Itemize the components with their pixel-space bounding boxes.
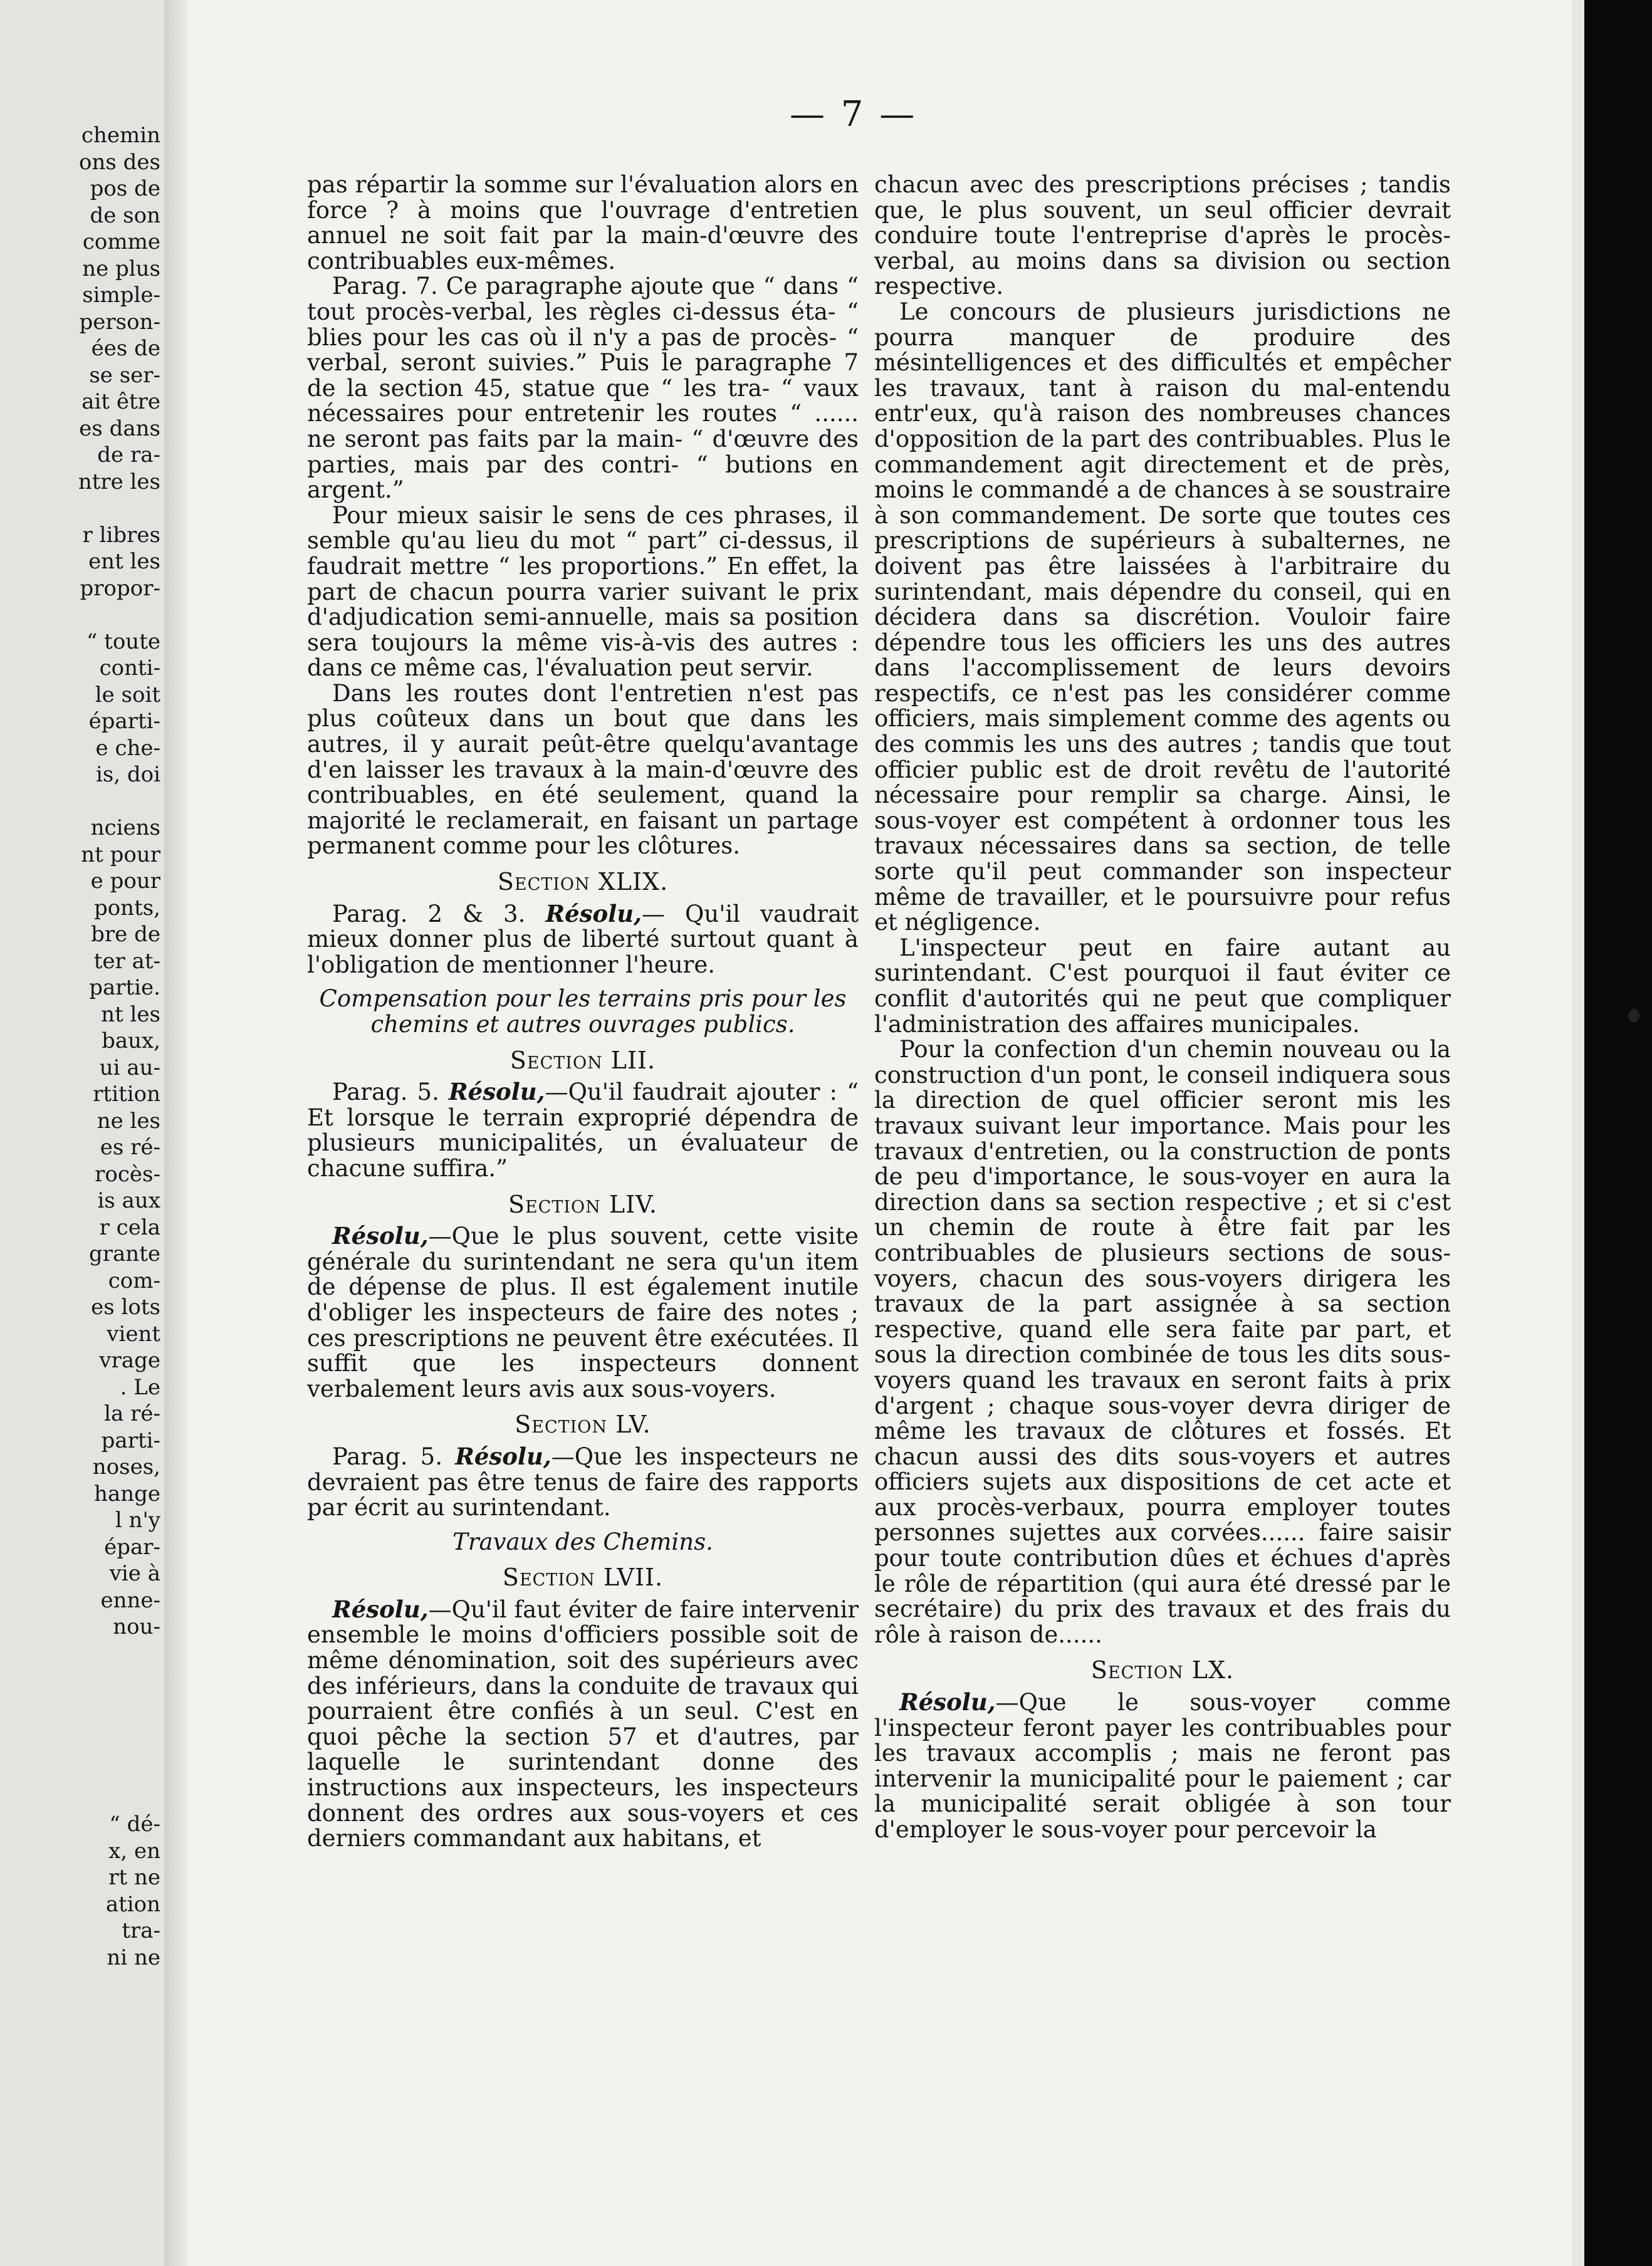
- page-edge: [1572, 0, 1584, 2266]
- resolu-label: Résolu,: [448, 1078, 545, 1106]
- paragraph: Pour mieux saisir le sens de ces phrases, il semble qu'au lieu du mot “ part” ci-dessus, il faudrait mettre “ les proportions.” En effet, la part de chacun pourra varier suivant le prix d'adjudication semi-annuelle, mais sa position sera toujours la même vis-à-vis des autres : dans ce même cas, l'évaluation peut servir.: [307, 501, 859, 682]
- paragraph-text: —Que le sous-voyer comme l'inspecteur feront payer les contribuables pour les travaux accomplis ; mais ne feront pas intervenir la municipalité pour le paiement ; car la municipalité serait obligée à son tour d'employer le sous-voyer pour percevoir la: [874, 1689, 1451, 1843]
- paragraph: [874, 1689, 1451, 1843]
- facing-page-text-lower: “ dé- x, en rt ne ation tra- ni ne: [105, 1812, 160, 1970]
- section-heading: Section LX.: [1090, 1656, 1235, 1684]
- section-heading: Section XLIX.: [497, 868, 669, 896]
- paragraph-text: — Qu'il vaudrait mieux donner plus de liberté surtout quant à l'obligation de mentionner l'heure.: [307, 900, 859, 978]
- resolu-label: Résolu,: [455, 1442, 552, 1470]
- resolu-label: Résolu,: [332, 1222, 429, 1250]
- resolu-label: Résolu,: [545, 899, 642, 927]
- paragraph-ref: Parag. 5.: [332, 1443, 456, 1470]
- paragraph: [307, 1444, 859, 1521]
- paragraph-text: —Qu'il faudrait ajouter : “ Et lorsque le terrain exproprié dépendra de plusieurs municipalités, un évaluateur de chacune suffira.”: [307, 1078, 859, 1182]
- section-heading: Section LII.: [510, 1046, 656, 1074]
- column-right: [874, 172, 1451, 1843]
- paragraph: [307, 1223, 859, 1402]
- section-heading: Section LV.: [515, 1411, 651, 1439]
- resolu-label: Résolu,: [899, 1688, 996, 1716]
- paragraph: chacun avec des prescriptions précises ; tandis que, le plus souvent, un seul officier devrait conduire toute l'entreprise d'après le procès-verbal, au moins dans sa division ou section respective.: [874, 171, 1451, 300]
- paragraph-text: —Qu'il faut éviter de faire intervenir ensemble le moins d'officiers possible soit de même dénomination, soit des supérieurs avec des inférieurs, dans la conduite de travaux qui pourraient être confiés à un seul. C'est en quoi pêche la section 57 et d'autres, par laquelle le surintendant donne des instructions aux inspecteurs, les inspecteurs donnent des ordres aux sous-voyers et ces derniers commandant aux habitans, et: [307, 1595, 859, 1852]
- ink-speck: [1628, 1009, 1639, 1023]
- paragraph: pas répartir la somme sur l'évaluation alors en force ? à moins que l'ouvrage d'entretien annuel ne soit fait par la main-d'œuvre des contribuables eux-mêmes.: [307, 171, 859, 274]
- section-heading: Section LVII.: [502, 1564, 664, 1592]
- column-left: [307, 172, 859, 1852]
- paragraph: L'inspecteur peut en faire autant au surintendant. C'est pourquoi il faut éviter ce conflit d'autorités qui ne peut que compliquer l'administration des affaires municipales.: [874, 934, 1451, 1038]
- paragraph: Pour la confection d'un chemin nouveau ou la construction d'un pont, le conseil indiquera sous la direction de quel officier seront mis les travaux suivant leur importance. Mais pour les travaux d'entretien, ou la construction de ponts de peu d'importance, le sous-voyer en aura la direction dans sa section respective ; et si c'est un chemin de route à être fait par les contribuables de plusieurs sections de sous-voyers, chacun des sous-voyers dirigera les travaux de la part assignée à sa section respective, quand elle sera faite par part, et sous la direction combinée de tous les dits sous-voyers quand les travaux en seront faits à prix d'argent ; chaque sous-voyer devra diriger de même les travaux de clôtures et fossés. Et chacun aussi des dits sous-voyers et autres officiers sujets aux dispositions de cet acte et aux procès-verbaux, pourra employer toutes personnes sujettes aux corvées...... faire saisir pour toute contribution dûes et échues d'après le rôle de répartition (qui aura été dressé par le secrétaire) du prix des travaux et des frais du rôle à raison de......: [874, 1036, 1451, 1648]
- paragraph: Dans les routes dont l'entretien n'est pas plus coûteux dans un bout que dans les autres, il y aurait peût-être quelqu'avantage d'en laisser les travaux à la main-d'œuvre des contribuables, en été seulement, quand la majorité le reclamerait, en faisant un partage permanent comme pour les clôtures.: [307, 679, 859, 860]
- paragraph: [307, 1079, 859, 1181]
- page-number: — 7 —: [790, 94, 917, 135]
- facing-page-fragment: [0, 0, 164, 2266]
- paragraph-text: —Que les inspecteurs ne devraient pas être tenus de faire des rapports par écrit au surintendant.: [307, 1443, 859, 1522]
- paragraph: [307, 1597, 859, 1852]
- paragraph-ref: Parag. 2 & 3.: [332, 900, 546, 927]
- paragraph: Parag. 7. Ce paragraphe ajoute que “ dans “ tout procès-verbal, les règles ci-dessus éta- “ blies pour les cas où il n'y a pas de procès- “ verbal, seront suivies.” Puis le paragraphe 7 de la section 45, statue que “ les tra- “ vaux nécessaires pour entretenir les routes “ ...... ne seront pas faits par la main- “ d'œuvre des parties, mais par des contri- “ butions en argent.”: [307, 273, 859, 504]
- subheading: Compensation pour les terrains pris pour les chemins et autres ouvrages publics.: [319, 985, 847, 1038]
- resolu-label: Résolu,: [332, 1595, 429, 1623]
- paragraph: [307, 901, 859, 978]
- section-heading: Section LIV.: [508, 1190, 658, 1218]
- subheading: Travaux des Chemins.: [452, 1528, 713, 1555]
- paragraph-ref: Parag. 5.: [332, 1078, 449, 1106]
- paragraph-text: —Que le plus souvent, cette visite générale du surintendant ne sera qu'un item de dépense de plus. Il est également inutile d'obliger les inspecteurs de faire des notes ; ces prescriptions ne peuvent être exécutées. Il suffit que les inspecteurs donnent verbalement leurs avis aux sous-voyers.: [307, 1223, 859, 1402]
- facing-page-text-upper: chemin ons des pos de de son comme ne plus simple- person- ées de se ser- ait être es dans de ra- ntre les r libres ent les propor- “ toute conti- le soit éparti- e che- is, doi nciens nt pour e pour ponts, bre de ter at- partie. nt les baux, ui au- rtition ne les es ré- rocès- is aux r cela grante com- es lots vient vrage . Le la ré- parti- noses, hange l n'y épar- vie à enne- nou-: [78, 123, 160, 1639]
- paragraph: Le concours de plusieurs jurisdictions ne pourra manquer de produire des mésintelligences et des difficultés et empêcher les travaux, tant à raison du mal-entendu entr'eux, qu'à raison des nombreuses chances d'opposition de la part des contribuables. Plus le commandement agit directement et de près, moins le commandé a de chances à se soustraire à son commandement. De sorte que toutes ces prescriptions de supérieurs à subalternes, ne doivent pas être laissées à l'arbitraire du surintendant, mais dépendre du conseil, qui en décidera dans sa discrétion. Vouloir faire dépendre tous les officiers les uns des autres dans l'accomplissement de leurs devoirs respectifs, ce n'est pas les considérer comme officiers, mais simplement comme des agents ou des commis les uns des autres ; tandis que tout officier public est de droit revêtu de l'autorité nécessaire pour remplir sa charge. Ainsi, le sous-voyer est compétent à ordonner tous les travaux nécessaires dans sa section, de telle sorte qu'il peut commander son inspecteur même de travailler, et le poursuivre pour refus et négligence.: [874, 298, 1451, 936]
